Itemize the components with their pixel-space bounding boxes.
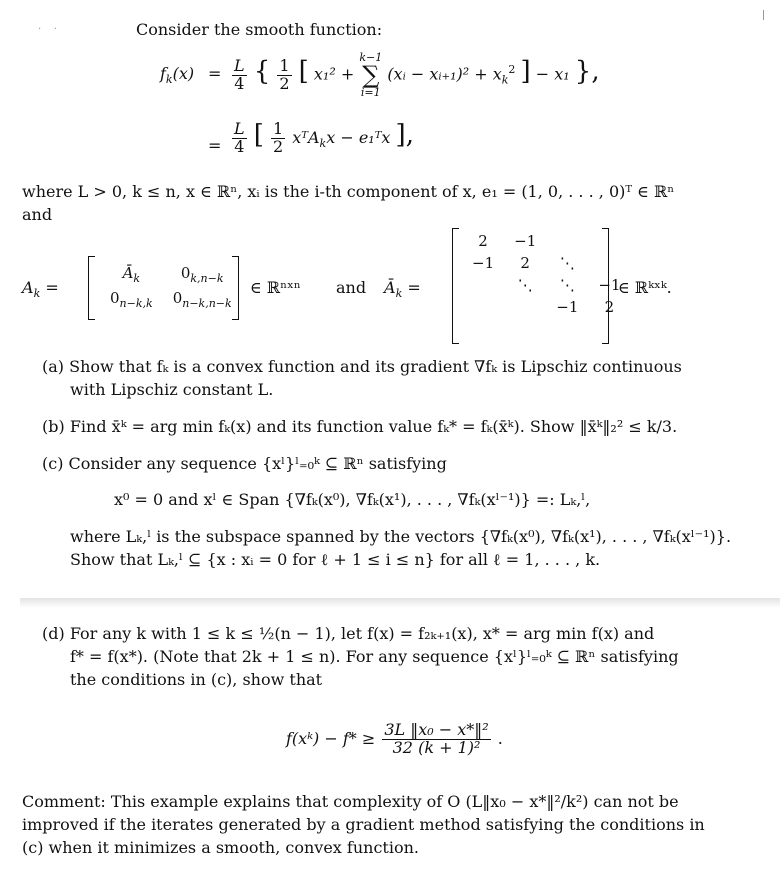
left-brace: {: [253, 56, 271, 87]
fk-symbol: f: [160, 64, 166, 83]
part-a-line-1: (a) Show that fₖ is a convex function and its gradient ∇fₖ is Lipschiz continuous: [42, 357, 682, 376]
sum-lower-limit: i=1: [360, 86, 381, 99]
tridiag-cell: [546, 230, 588, 252]
section-divider: [20, 598, 780, 608]
in-rkxk: ∈ ℝᵏˣᵏ.: [618, 278, 672, 297]
block-21-sub: n−k,k: [119, 297, 153, 310]
and-text-2: and: [336, 278, 367, 297]
tridiag-cell: −1: [598, 276, 621, 294]
fraction-1-over-2: [277, 55, 291, 93]
abar-equals: =: [407, 278, 421, 297]
block-12-symbol: 0: [180, 264, 191, 282]
term-minus-x1: − x₁: [535, 64, 570, 84]
block-11: [100, 262, 163, 287]
block-22-symbol: 0: [172, 289, 183, 307]
abar-symbol: Ā: [384, 278, 396, 297]
inequality: [286, 722, 503, 757]
fk-argument: (x): [172, 64, 195, 83]
block-21: [100, 287, 163, 312]
tridiag-left-bracket: [452, 228, 459, 344]
sum-upper-limit: k−1: [359, 51, 383, 64]
comment-line-2: improved if the iterates generated by a gradient method satisfying the conditions in: [22, 815, 705, 834]
inequality-denominator: 32 (k + 1)²: [392, 737, 481, 757]
tridiag-cell: [588, 252, 630, 274]
summation: [359, 52, 382, 98]
part-d-line-2: f* = f(x*). (Note that 2k + 1 ≤ n). For any sequence {xˡ}ˡ₌₀ᵏ ⊆ ℝⁿ satisfying: [70, 647, 679, 666]
right-brace: },: [574, 56, 600, 87]
equation-line-1-rhs: [230, 52, 600, 98]
tridiag-cell: [462, 296, 504, 318]
frac-1-numerator: 1: [279, 55, 290, 75]
tridiag-cell: −1: [472, 254, 495, 272]
part-c-condition: x⁰ = 0 and xˡ ∈ Span {∇fₖ(x⁰), ∇fₖ(x¹), . . . , ∇fₖ(xˡ⁻¹)} =: Lₖ,ˡ,: [114, 490, 591, 509]
inequality-lhs: f(xᵏ) − f* ≥: [286, 728, 376, 748]
left-bracket-2: [: [253, 120, 264, 150]
comment-line-1: Comment: This example explains that complexity of O (L‖x₀ − x*‖²/k²) can not be: [22, 792, 679, 811]
block-matrix-row: [100, 287, 242, 312]
block-12: [163, 262, 242, 287]
ak-symbol: A: [22, 278, 34, 297]
xk-sub-text: k: [501, 73, 509, 87]
inequality-fraction: [382, 722, 490, 757]
part-a-line-2: with Lipschiz constant L.: [70, 380, 274, 399]
block-matrix-table: [100, 262, 242, 312]
block-matrix: [100, 262, 242, 312]
frac-2-denominator: 2: [279, 73, 290, 93]
ak-label-subscript: k: [33, 287, 41, 301]
frac-l-numerator: L: [234, 55, 245, 75]
fraction-l-over-4-line2: [232, 121, 247, 156]
right-bracket: ]: [520, 56, 531, 87]
ak-subscript: k: [319, 137, 327, 151]
tridiag-cell: 2: [478, 232, 488, 250]
frac-4-denominator-2: 4: [234, 137, 245, 156]
inequality-period: .: [497, 728, 503, 748]
part-c-line-2: where Lₖ,ˡ is the subspace spanned by the vectors {∇fₖ(x⁰), ∇fₖ(x¹), . . . , ∇fₖ(xˡ⁻¹)}.: [70, 527, 732, 546]
block-22-sub: n−k,n−k: [182, 297, 232, 310]
block-11-sub: k: [133, 272, 141, 285]
tridiag-cell: 2: [520, 254, 530, 272]
frac-1-numerator-2: 1: [272, 119, 284, 139]
term-difference-squared: (xᵢ − xᵢ₊₁)² + x: [387, 64, 502, 84]
right-bracket-2: ],: [395, 120, 414, 150]
comment-line-3: (c) when it minimizes a smooth, convex function.: [22, 838, 419, 857]
frac-4-denominator: 4: [234, 73, 245, 93]
and-text-1: and: [22, 205, 53, 224]
tridiag-cell: [504, 296, 546, 318]
term-x1-squared: x₁² +: [313, 64, 355, 84]
part-b: (b) Find x̄ᵏ = arg min fₖ(x) and its function value fₖ* = fₖ(x̄ᵏ). Show ‖x̄ᵏ‖₂² ≤ k/3.: [42, 417, 678, 436]
ak-equals: =: [45, 278, 59, 297]
tridiag-cell: ⋱: [559, 254, 575, 272]
margin-tick: [763, 10, 764, 20]
block-matrix-row: [100, 262, 242, 287]
sum-symbol: ∑: [362, 61, 380, 89]
intro-text: Consider the smooth function:: [136, 20, 383, 39]
linear-term: x − e₁ᵀx: [326, 128, 391, 147]
equation-line-1: [160, 64, 194, 86]
block-matrix-left-bracket: [88, 256, 95, 320]
block-12-sub: k,n−k: [190, 272, 224, 285]
fk-subscript: k: [165, 73, 173, 87]
tridiag-cell: [588, 230, 630, 252]
quadratic-form: xᵀA: [292, 128, 320, 147]
fraction-half-line2: [271, 121, 285, 156]
xk-superscript: 2: [508, 63, 516, 77]
ak-label: [22, 278, 59, 300]
block-matrix-right-bracket: [232, 256, 239, 320]
tridiag-cell: −1: [556, 298, 579, 316]
where-clause: where L > 0, k ≤ n, x ∈ ℝⁿ, xᵢ is the i-th component of x, e₁ = (1, 0, . . . , 0)ᵀ ∈ ℝⁿ: [22, 182, 675, 201]
part-d-line-3: the conditions in (c), show that: [70, 670, 323, 689]
inequality-numerator: 3L ‖x₀ − x*‖²: [384, 720, 489, 739]
left-bracket: [: [298, 56, 309, 87]
tridiag-cell: [462, 274, 504, 296]
tridiag-cell: ⋱: [559, 276, 575, 294]
in-rnxn: ∈ ℝⁿˣⁿ: [250, 278, 301, 297]
part-c-line-3: Show that Lₖ,ˡ ⊆ {x : xᵢ = 0 for ℓ + 1 ≤ i ≤ n} for all ℓ = 1, . . . , k.: [70, 550, 601, 569]
block-21-symbol: 0: [110, 289, 120, 307]
abar-label: [384, 278, 421, 300]
tridiag-cell: ⋱: [517, 276, 533, 294]
part-d-line-1: (d) For any k with 1 ≤ k ≤ ½(n − 1), let f(x) = f₂ₖ₊₁(x), x* = arg min f(x) and: [42, 624, 655, 643]
equals-sign-1: =: [208, 64, 222, 83]
tridiag-cell: 2: [604, 298, 615, 316]
part-c-line-1: (c) Consider any sequence {xˡ}ˡ₌₀ᵏ ⊆ ℝⁿ satisfying: [42, 454, 447, 473]
abar-subscript: k: [395, 287, 403, 301]
block-11-symbol: Ā: [122, 264, 134, 282]
fraction-l-over-4: [232, 55, 247, 93]
frac-l-numerator-2: L: [234, 119, 245, 139]
equation-line-2-rhs: [230, 120, 414, 156]
block-22: [163, 287, 242, 312]
frac-2-denominator-2: 2: [272, 137, 284, 156]
tridiag-right-bracket: [602, 228, 609, 344]
tridiag-cell: −1: [514, 232, 537, 250]
equals-sign-2: =: [208, 136, 222, 155]
margin-dot: · ·: [38, 24, 58, 35]
